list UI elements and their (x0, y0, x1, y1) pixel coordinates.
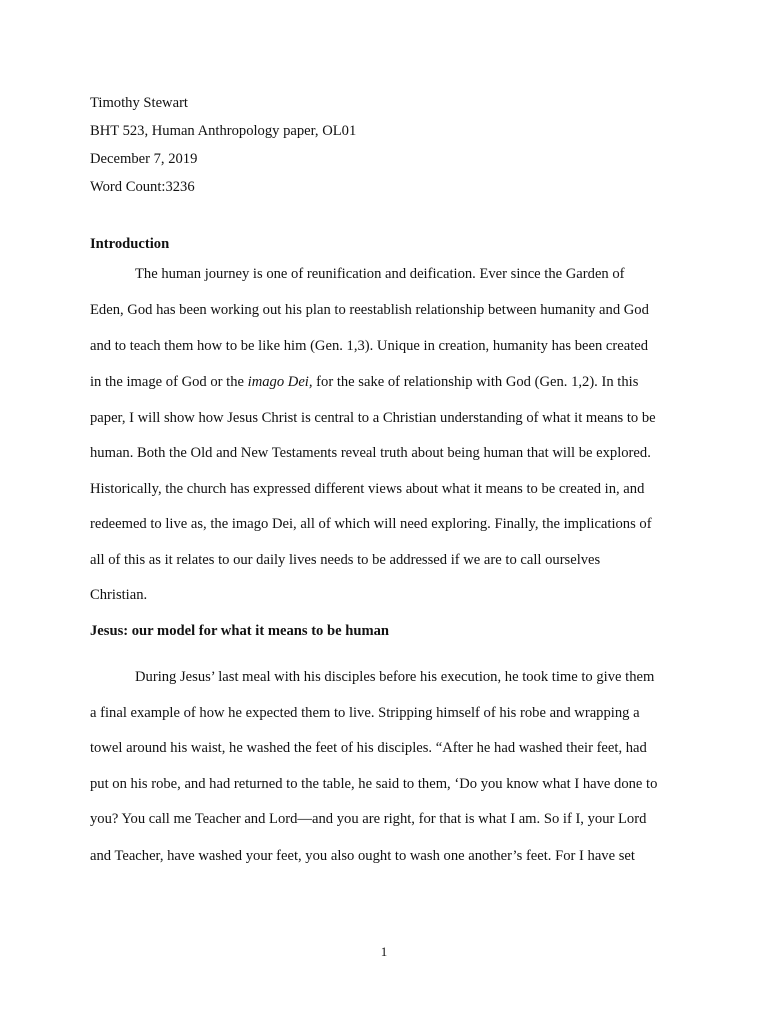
paragraph-line: you? You call me Teacher and Lord—and you are right, for that is what I am. So if I, your Lord (90, 811, 647, 827)
paragraph-line: redeemed to live as, the imago Dei, all of which will need exploring. Finally, the implications of (90, 516, 652, 532)
paragraph-line: Christian. (90, 587, 148, 603)
word-count: Word Count:3236 (90, 179, 195, 195)
paragraph-line: and Teacher, have washed your feet, you also ought to wash one another’s feet. For I have set (90, 848, 635, 864)
course-info: BHT 523, Human Anthropology paper, OL01 (90, 123, 357, 139)
line-text: in the image of God or the (90, 374, 248, 390)
italic-term: imago Dei, (247, 374, 313, 390)
page-number: 1 (380, 944, 388, 959)
author-name: Timothy Stewart (90, 95, 188, 111)
date: December 7, 2019 (90, 151, 198, 167)
paragraph-line: Eden, God has been working out his plan to reestablish relationship between humanity and God (90, 302, 649, 318)
paragraph-line: paper, I will show how Jesus Christ is central to a Christian understanding of what it means to be (90, 410, 656, 426)
paragraph-line (90, 373, 638, 391)
section-heading-jesus-model: Jesus: our model for what it means to be human (90, 623, 390, 639)
paragraph-line: and to teach them how to be like him (Gen. 1,3). Unique in creation, humanity has been created (90, 338, 649, 354)
line-text: for the sake of relationship with God (Gen. 1,2). In this (312, 374, 639, 390)
paragraph-line: all of this as it relates to our daily lives needs to be addressed if we are to call ourselves (90, 552, 601, 568)
paragraph-line: towel around his waist, he washed the feet of his disciples. “After he had washed their feet, had (90, 740, 647, 756)
paragraph-line: a final example of how he expected them to live. Stripping himself of his robe and wrapping a (90, 705, 640, 721)
paragraph-line: put on his robe, and had returned to the table, he said to them, ‘Do you know what I have done to (90, 776, 658, 792)
paragraph-line: human. Both the Old and New Testaments reveal truth about being human that will be explored. (90, 445, 651, 461)
paragraph-line: The human journey is one of reunification and deification. Ever since the Garden of (135, 266, 625, 282)
paragraph-line: Historically, the church has expressed different views about what it means to be created in, and (90, 481, 645, 497)
section-heading-introduction: Introduction (90, 236, 170, 252)
paragraph-line: During Jesus’ last meal with his disciples before his execution, he took time to give them (135, 669, 655, 685)
